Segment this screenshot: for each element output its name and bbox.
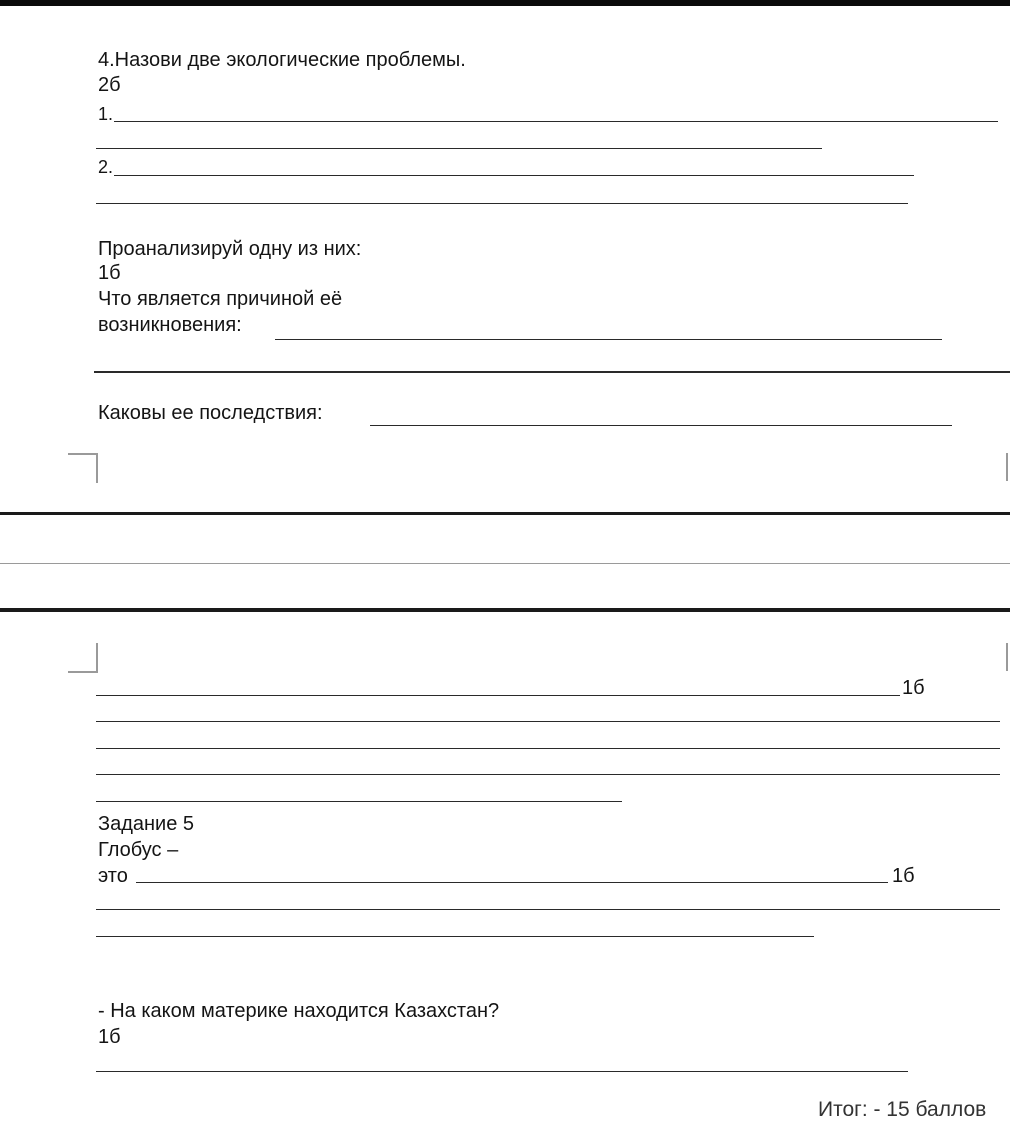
task4-question: 4.Назови две экологические проблемы. <box>98 49 466 71</box>
answer-2-line-2[interactable] <box>96 203 908 204</box>
continent-points: 1б <box>98 1026 121 1048</box>
consequence-line[interactable] <box>96 748 1000 749</box>
divider-line <box>0 512 1010 515</box>
consequence-question: Каковы ее последствия: <box>98 402 323 424</box>
consequence-line[interactable] <box>96 801 622 802</box>
analysis-points: 1б <box>98 262 121 284</box>
consequence-line[interactable] <box>96 721 1000 722</box>
cause-answer-line[interactable] <box>275 339 942 340</box>
globe-answer-line-3[interactable] <box>96 936 814 937</box>
globe-points: 1б <box>892 865 915 887</box>
continent-answer-line[interactable] <box>96 1071 908 1072</box>
answer-1-line[interactable] <box>114 121 998 122</box>
top-border <box>0 0 1010 6</box>
task5-title: Задание 5 <box>98 813 195 835</box>
answer-2-line[interactable] <box>114 175 914 176</box>
globe-answer-line-2[interactable] <box>96 909 1000 910</box>
page-corner-mark <box>68 643 98 673</box>
answer-1-label: 1. <box>98 104 114 124</box>
total-score: Итог: - 15 баллов <box>818 1098 987 1121</box>
globe-answer-line[interactable] <box>136 882 888 883</box>
page-corner-mark <box>68 453 98 483</box>
globe-question: Глобус – <box>98 839 179 861</box>
cause-answer-line-2[interactable] <box>94 371 1010 373</box>
globe-question-cont: это <box>98 865 128 887</box>
divider-line <box>0 563 1010 564</box>
continent-question: - На каком материке находится Казахстан? <box>98 1000 500 1022</box>
answer-1-line-2[interactable] <box>96 148 822 149</box>
continuation-points: 1б <box>902 677 925 699</box>
cause-question: Что является причиной её <box>98 288 343 310</box>
divider-line <box>0 608 1010 612</box>
answer-2-label: 2. <box>98 157 114 177</box>
consequence-line[interactable] <box>96 774 1000 775</box>
page-corner-mark <box>1006 643 1010 671</box>
page-corner-mark <box>1006 453 1010 481</box>
analysis-prompt: Проанализируй одну из них: <box>98 238 362 260</box>
cause-question-cont: возникновения: <box>98 314 242 336</box>
consequence-answer-line[interactable] <box>370 425 952 426</box>
task4-points: 2б <box>98 74 121 96</box>
consequence-line[interactable] <box>96 695 900 696</box>
